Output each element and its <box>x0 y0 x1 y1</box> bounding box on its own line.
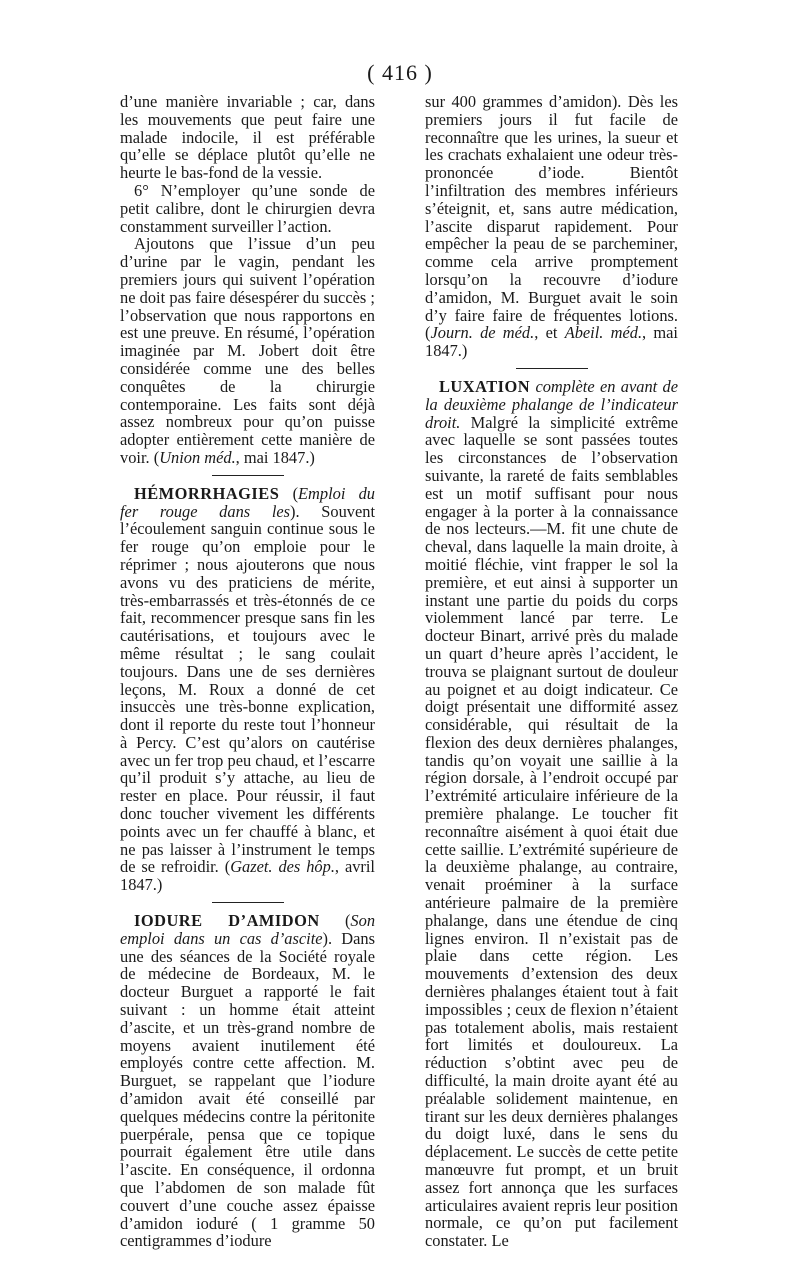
article-body: Malgré la simplicité extrême avec laquelle se sont passées toutes les circonstances de l’observation suivante, la rareté de faits semblables est un motif suffisant pour nous engager à la porter à la connaissance de nos lecteurs.—M. fit une chute de cheval, dans laquelle la main droite, à moitié fléchie, vint frapper le sol la première, et eut ainsi à supporter un instant une partie du poids du corps violemment lancé par terre. Le docteur Binart, arrivé près du malade un quart d’heure après l’accident, le trouva se plaignant surtout de douleur au poignet et au doigt indicateur. Ce doigt présentait une difformité assez considérable, qui résultait de la flexion des deux dernières phalanges, tandis qu’on voyait une saillie à la région dorsale, à l’endroit occupé par l’extrémité articulaire inférieure de la première phalange. Le toucher fit reconnaître aisément à quoi était due cette saillie. L’extrémité supérieure de la deuxième phalange, au contraire, venait proéminer à la surface antérieure palmaire de la première phalange, dans une étendue de cinq lignes environ. Il n’existait pas de plaie dans cette région. Les mouvements d’extension des deux dernières phalanges étaient tout à fait impossibles ; ceux de flexion n’étaient pas totalement abolis, mais restaient fort limités et douloureux. La réduction s’obtint avec peu de difficulté, la main droite ayant été au préalable solidement maintenue, en tirant sur les deux dernières phalanges du doigt luxé, dans le sens du déplacement. Le succès de cette petite manœuvre fut prompt, et un bruit assez fort annonça que les surfaces articulaires avaient repris leur position normale, ce qu’on put facilement constater. Le <box>425 412 678 1251</box>
paren: ( <box>279 483 299 503</box>
paren: ). <box>290 501 300 521</box>
paragraph: 6° N’employer qu’une sonde de petit calibre, dont le chirurgien devra constamment surveiller l’action. <box>120 180 375 236</box>
paragraph-text: sur 400 grammes d’amidon). Dès les premiers jours il fut facile de reconnaître que les urines, la sueur et les crachats exhalaient une odeur très-prononcée d’iode. Bientôt l’infiltration des membres inférieurs s’éteignit, et, sans autre médication, l’ascite disparut rapidement. Pour empêcher la peau de se parcheminer, comme cela arrive promptement lorsqu’on la recouvre d’iodure d’amidon, M. Burguet avait le soin d’y faire faire de fréquentes lotions. <box>425 92 678 325</box>
source-separator: , et <box>534 323 565 343</box>
article-hemorrhagies <box>120 485 375 894</box>
article-subtitle: Son emploi dans un cas d’ascite <box>120 911 376 948</box>
article-subtitle: Emploi du fer rouge dans les <box>120 483 375 521</box>
paragraph-text: Ajoutons que l’issue d’un peu d’urine par le vagin, pendant les premiers jours qui suivent l’opération ne doit pas faire désespérer du succès ; l’observation que nous rapportons en est une preuve. En résumé, l’opération imaginée par M. Jobert doit être considérée comme une des belles conquêtes de la chirurgie contemporaine. Les faits sont déjà assez nombreux pour qu’on puisse adopter entièrement cette manière de voir. <box>120 234 375 467</box>
article-body: Dans une des séances de la Société royale de médecine de Bordeaux, M. le docteur Burguet a rapporté le fait suivant : un homme était atteint d’ascite, et un très-grand nombre de moyens avaient inutilement été employés contre cette affection. M. Burguet, se rappelant que l’iodure d’amidon avait été conseillé par quelques médecins contre la péritonite puerpérale, pensa que ce topique pourrait également être utile dans l’ascite. En conséquence, il ordonna que l’abdomen de son malade fût couvert d’une couche assez épaisse d’amidon ioduré ( 1 gramme 50 centigrammes d’iodure <box>120 928 375 1251</box>
source-citation: Union méd. <box>159 447 236 467</box>
page-number: ( 416 ) <box>367 60 433 85</box>
article-heading: IODURE D’AMIDON <box>134 911 320 931</box>
source-citation: Gazet. des hôp. <box>230 857 335 877</box>
source-paren: ( <box>153 447 160 467</box>
section-divider <box>516 368 588 369</box>
paren: ( <box>319 911 351 931</box>
source-date: , mai 1847.) <box>425 323 678 361</box>
paragraph: d’une manière invariable ; car, dans les mouvements que peut faire une malade indocile, il est préférable qu’elle se déplace plutôt qu’elle ne heurte le bas-fond de la vessie. <box>120 92 375 183</box>
paragraph <box>425 93 678 360</box>
source-citation: Abeil. méd. <box>564 323 643 343</box>
paren: ). <box>322 928 333 948</box>
article-luxation <box>425 378 678 1250</box>
source-date: , mai 1847.) <box>235 447 315 467</box>
source-paren: ( <box>425 323 431 343</box>
article-body: Souvent l’écoulement sanguin continue sous le fer rouge qu’on emploie pour le réprimer ; nous ajouterons que nous avons vu des praticiens de mérite, très-embarrassés et très-étonnés de ce fait, recommencer presque sans fin les cautérisations, et toujours avec le même résultat ; le sang coulait toujours. Dans une de ses dernières leçons, M. Roux a donné de cet insuccès une très-bonne explication, dont il reporte du reste tout l’honneur à Percy. C’est qu’alors on cautérise avec un fer trop peu chaud, et l’escarre qu’il produit s’y attache, au lieu de rester en place. Pour réussir, il faut donc toucher vivement les différents points avec un fer chauffé à blanc, et ne pas laisser à l’instrument le temps de se refroidir. <box>120 501 375 877</box>
source-date: , avril 1847.) <box>120 857 375 895</box>
paragraph <box>120 235 375 466</box>
section-divider <box>212 475 284 476</box>
source-citation: Journ. de méd. <box>430 323 535 343</box>
source-paren: ( <box>218 857 231 877</box>
article-iodure <box>120 912 375 1250</box>
article-heading: HÉMORRHAGIES <box>134 483 280 503</box>
right-column <box>425 93 678 1250</box>
section-divider <box>212 902 284 903</box>
article-heading: LUXATION <box>439 376 531 396</box>
left-column <box>120 93 375 1250</box>
article-subtitle: complète en avant de la deuxième phalange de l’indicateur droit. <box>425 376 678 432</box>
